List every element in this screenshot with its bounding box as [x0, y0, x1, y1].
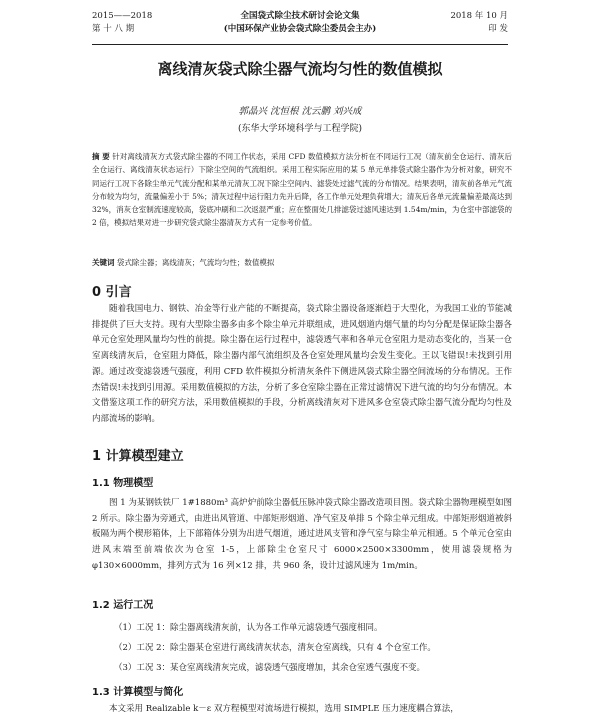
header-right	[450, 10, 508, 36]
header-rule	[92, 44, 508, 45]
introduction-paragraph: 随着我国电力、钢铁、冶金等行业产能的不断提高，袋式除尘器设备逐渐趋于大型化，为我国工业的节能减排提供了巨大支持。现有大型除尘器多由多个除尘单元并联组成，进风烟道内烟气量的均匀分配是保证除尘器各单元仓室处理风量均匀性的前提。除尘器在运行过程中，滤袋透气率和各单元仓室阻力是动态变化的，当某一仓室离线清灰后，仓室阻力降低，除尘器内部气流组织及各仓室处理风量均会发生变化。王以飞错误!未找到引用源。通过改变滤袋透气强度，利用 CFD 软件模拟分析清灰条件下侧进风袋式除尘器空间流场的分布情况。王作杰错误!未找到引用源。采用数值模拟的方法，分析了多仓室除尘器在正常过滤情况下进气流的均匀分布情况。本文借鉴这项工作的研究方法，采用数值模拟的手段，分析离线清灰对下进风多仓室袋式除尘器气流分配均匀性及内部流场的影响。	[92, 304, 512, 424]
header-proceedings-title: 全国袋式除尘技术研讨会论文集	[240, 11, 360, 21]
keywords-label: 关键词	[92, 258, 115, 267]
paper-title: 离线清灰袋式除尘器气流均匀性的数值模拟	[157, 60, 443, 78]
subsection-heading-computational-model: 1.3 计算模型与简化	[92, 687, 184, 698]
running-header	[92, 10, 508, 42]
physical-model-paragraph: 图 1 为某钢铁铁厂 1#1880m³ 高炉炉前除尘器低压脉冲袋式除尘器改造项目图。袋式除尘器物理模型如图 2 所示。除尘器为旁通式，由进出风管道、中部矩形烟道、净气室及单排 5 个除尘单元组成。中部矩形烟道被斜板隔为两个楔形箱体，上下部箱体分别为出进气烟道，通过进风支管和净气室与除尘单元相通。5 个单元仓室由进风末端至前端依次为仓室 1-5，上部除尘仓室尺寸 6000×2500×3300mm，使用滤袋规格为φ130×6000mm，排列方式为 16 列×12 排，共 960 条，设计过滤风速为 1m/min。	[92, 498, 512, 571]
section-heading-introduction: 0 引言	[92, 285, 132, 300]
header-date: 2018 年 10 月	[450, 11, 508, 21]
list-item: （3）工况 3：某仓室离线清灰完成，滤袋透气强度增加，其余仓室透气强度不变。	[114, 663, 426, 673]
list-item: （2）工况 2：除尘器某仓室进行离线清灰状态，清灰仓室离线，只有 4 个仓室工作。	[114, 643, 436, 653]
list-item: （1）工况 1：除尘器离线清灰前，认为各工作单元滤袋透气强度相同。	[114, 623, 383, 633]
header-left	[92, 10, 152, 36]
abstract	[92, 150, 512, 230]
header-center	[187, 10, 413, 36]
header-printed: 印 发	[488, 24, 508, 34]
keywords	[92, 256, 512, 269]
header-organizer: (中国环保产业协会袋式除尘委员会主办)	[223, 24, 377, 34]
section-heading-model: 1 计算模型建立	[92, 449, 184, 464]
abstract-label: 摘 要	[92, 152, 110, 161]
header-issue: 第 十 八 期	[92, 24, 135, 34]
subsection-heading-physical-model: 1.1 物理模型	[92, 478, 154, 489]
keywords-text: 袋式除尘器；离线清灰；气流均匀性；数值模拟	[116, 258, 275, 267]
subsection-heading-operating-conditions: 1.2 运行工况	[92, 600, 154, 611]
abstract-text: 针对离线清灰方式袋式除尘器的不同工作状态，采用 CFD 数值模拟方法分析在不同运行工况（清灰前全仓运行、清灰后全仓运行、离线清灰状态运行）下除尘空间的气流组织。采用工程实际应用的某 5 单元单排袋式除尘器作为分析对象，研究不同运行工况下各除尘单元气流分配和某单元清灰工况下除尘空间内、滤袋处过滤气流的分布情况。结果表明，清灰前各单元气流分布较为均匀，流量偏差小于 5%；清灰过程中运行阻力先升后降，各工作单元处理负荷增大；清灰后各单元流量偏差最高达到 32%，消灰仓室制流速度较高，袋底冲刷和二次返混严重；应在整面处几排滤袋过滤风速达到 1.54m/min，为仓室中部滤袋的 2 倍，模拟结果对进一步研究袋式除尘器清灰方式有一定参考价值。	[92, 152, 512, 228]
operating-conditions-list	[92, 618, 512, 678]
header-years: 2015——2018	[92, 11, 153, 21]
computational-model-paragraph: 本文采用 Realizable k－ε 双方程模型对流场进行模拟，选用 SIMPLE 压力速度耦合算法，	[109, 704, 459, 714]
affiliation: (东华大学环境科学与工程学院)	[237, 124, 363, 134]
author-list: 郭晶兴 沈恒根 沈云鹏 刘兴成	[238, 106, 362, 117]
